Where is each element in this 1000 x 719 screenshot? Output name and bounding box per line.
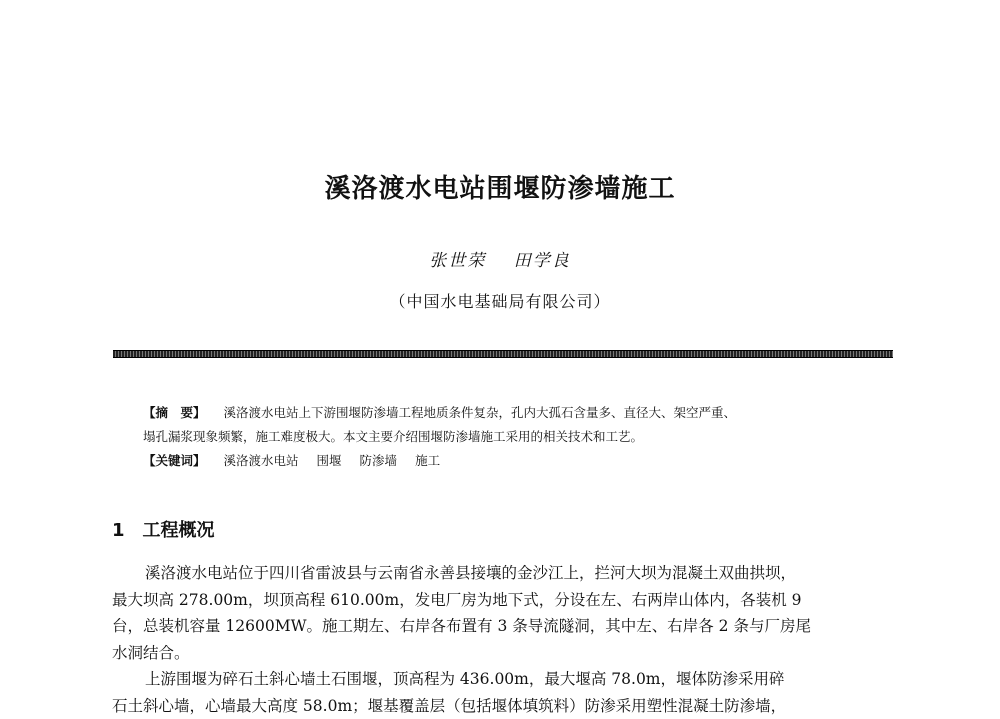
keyword: 溪洛渡水电站 [224, 453, 299, 468]
keyword: 施工 [415, 453, 440, 468]
keywords-line [143, 449, 883, 473]
author-affiliation: （中国水电基础局有限公司） [0, 289, 1000, 312]
paper-title: 溪洛渡水电站围堰防渗墙施工 [0, 168, 1000, 205]
section-number: 1 [112, 520, 125, 541]
body-line: 台，总装机容量 12600MW。施工期左、右岸各布置有 3 条导流隧洞，其中左、右岸各 2 条与厂房尾 [112, 613, 894, 640]
body-line: 水洞结合。 [112, 640, 894, 667]
author-name: 田学良 [514, 251, 571, 271]
abstract-text: 塌孔漏浆现象频繁，施工难度极大。本文主要介绍围堰防渗墙施工采用的相关技术和工艺。 [143, 429, 643, 444]
abstract-line [143, 401, 883, 425]
body-line: 溪洛渡水电站位于四川省雷波县与云南省永善县接壤的金沙江上，拦河大坝为混凝土双曲拱坝， [112, 560, 894, 587]
body-line: 上游围堰为碎石土斜心墙土石围堰，顶高程为 436.00m，最大堰高 78.0m，堰体防渗采用碎 [112, 666, 894, 693]
abstract-block [143, 401, 883, 473]
abstract-line [143, 425, 883, 449]
body-line: 石土斜心墙，心墙最大高度 58.0m；堰基覆盖层（包括堰体填筑料）防渗采用塑性混凝土防渗墙， [112, 693, 894, 719]
author-name: 张世荣 [429, 251, 486, 271]
author-list [0, 246, 1000, 271]
section-heading [112, 516, 215, 542]
header-divider [113, 350, 893, 358]
keyword: 围堰 [317, 453, 342, 468]
body-paragraphs [112, 560, 894, 719]
body-line: 最大坝高 278.00m，坝顶高程 610.00m，发电厂房为地下式，分设在左、右两岸山体内，各装机 9 [112, 587, 894, 614]
keywords-label: 【关键词】 [143, 453, 206, 468]
abstract-text: 溪洛渡水电站上下游围堰防渗墙工程地质条件复杂，孔内大孤石含量多、直径大、架空严重、 [224, 405, 737, 420]
abstract-label: 【摘 要】 [143, 405, 206, 420]
keyword: 防渗墙 [360, 453, 398, 468]
section-title: 工程概况 [143, 520, 215, 541]
